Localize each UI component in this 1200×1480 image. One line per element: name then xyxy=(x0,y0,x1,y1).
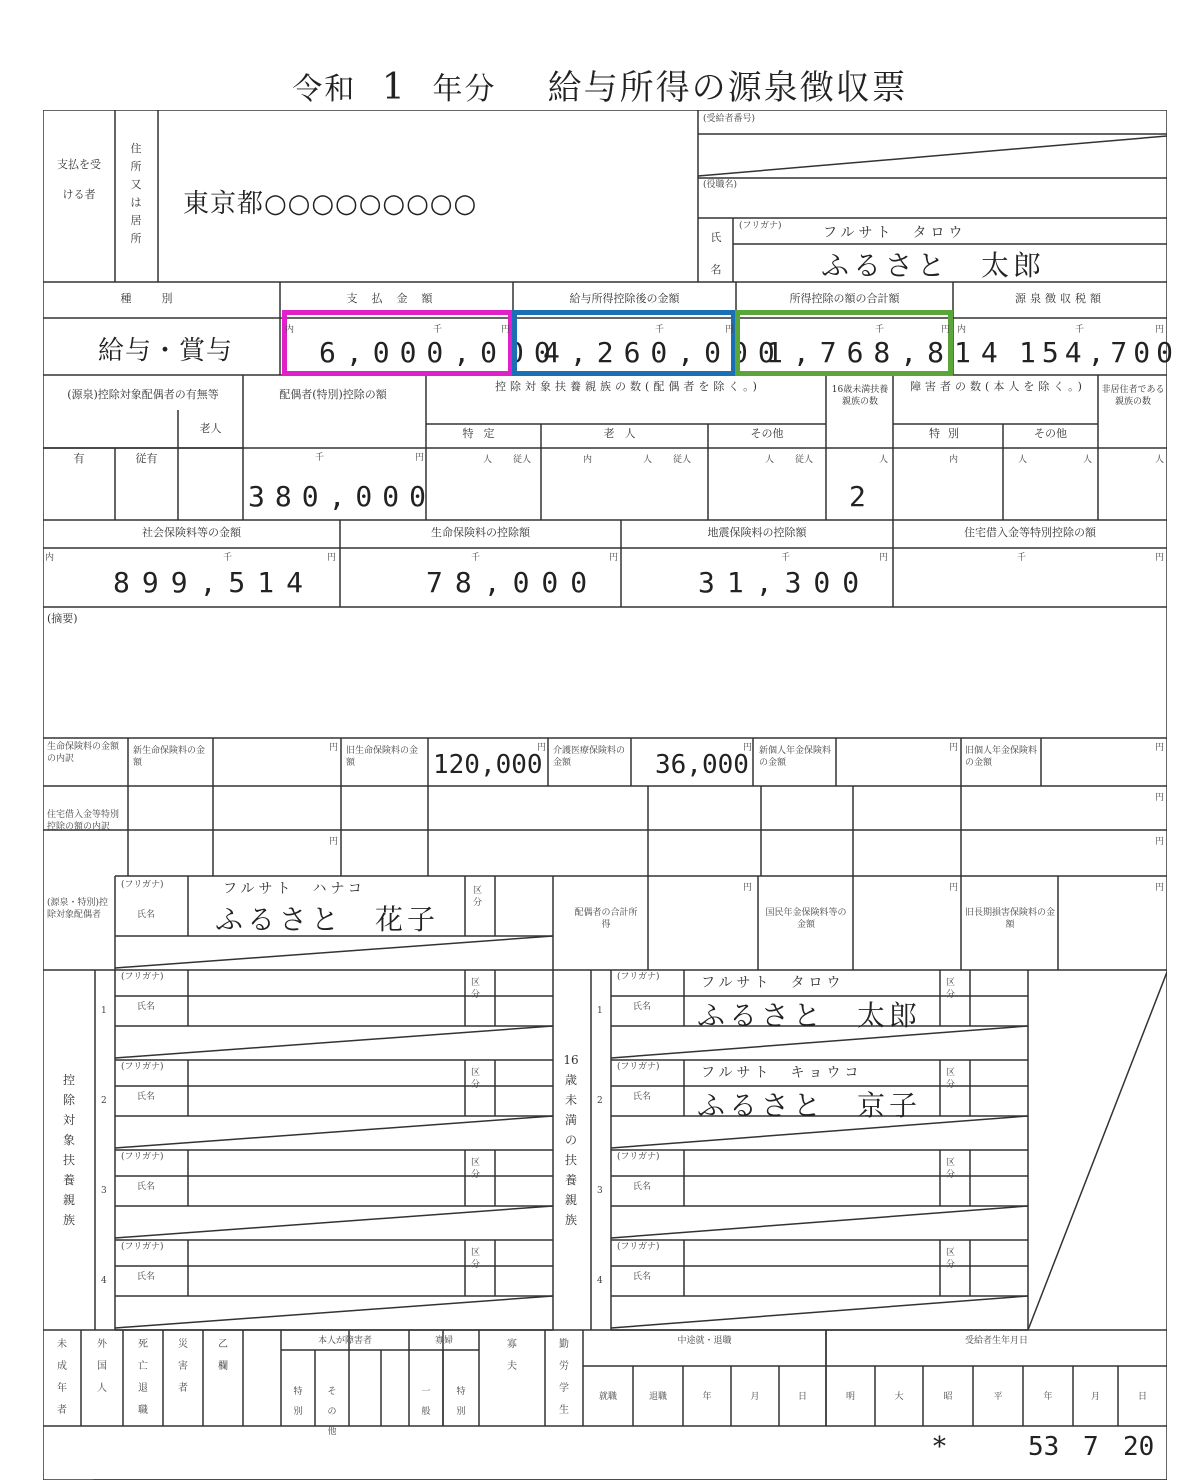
sub-other: その他 xyxy=(750,427,784,440)
sub-specific: 特定 xyxy=(462,427,505,440)
dependent-furigana-label: (フリガナ) xyxy=(617,1152,660,1162)
unit-mark: 円 xyxy=(1155,325,1165,335)
new-life-label: 新生命保険料の金額 xyxy=(133,746,206,768)
unit-mark: 千 xyxy=(781,553,791,563)
unit-mark: 円 xyxy=(501,325,511,335)
bottom-subheader: 退職 xyxy=(648,1392,667,1402)
unit-mark: 円 xyxy=(1155,883,1165,893)
unit-mark: 円 xyxy=(609,553,619,563)
unit-mark: 従人 xyxy=(795,455,814,465)
unit-mark: 人 xyxy=(483,455,493,465)
housing-breakdown-label: 住宅借入金等特別控除の額の内訳 xyxy=(47,810,120,832)
bottom-subheader: 特別 xyxy=(456,1387,466,1417)
highlight-deduction-total xyxy=(735,310,953,376)
page-title: 令和 1 年分 給与所得の源泉徴収票 xyxy=(292,67,908,108)
under16-count-value: 2 xyxy=(849,480,876,513)
bottom-header: 寡婦 xyxy=(434,1336,453,1346)
bottom-subheader: 大 xyxy=(894,1392,904,1402)
payee-furigana: フルサト タロウ xyxy=(823,225,967,241)
unit-mark: 円 xyxy=(415,453,425,463)
position-label: (役職名) xyxy=(703,180,738,190)
bottom-subheader: 月 xyxy=(750,1392,760,1402)
unit-mark: 千 xyxy=(223,553,233,563)
new-pension-label: 新個人年金保険料の金額 xyxy=(759,746,832,768)
bottom-header: 外国人 xyxy=(97,1339,107,1394)
bottom-subheader: 明 xyxy=(845,1392,855,1402)
highlight-payment xyxy=(282,310,513,376)
life-breakdown-label: 生命保険料の金額の内訳 xyxy=(47,742,120,764)
unit-mark: 円 xyxy=(329,837,339,847)
spouse-deduction-value: 380,000 xyxy=(248,480,437,513)
dependent-row-number: 1 xyxy=(597,1006,603,1016)
care-value: 36,000 xyxy=(655,750,749,780)
unit-mark: 人 xyxy=(643,455,653,465)
care-label: 介護医療保険料の金額 xyxy=(553,746,626,768)
payment-value: 6,000,000 xyxy=(319,336,561,369)
sub-yes: 有 xyxy=(73,452,85,465)
unit-mark: 千 xyxy=(471,553,481,563)
unit-mark: 円 xyxy=(949,743,959,753)
unit-mark: 人 xyxy=(1083,455,1093,465)
unit-mark: 人 xyxy=(765,455,775,465)
child2-name: ふるさと 京子 xyxy=(697,1089,922,1122)
earthquake-insurance-header: 地震保険料の控除額 xyxy=(707,526,807,539)
unit-mark: 円 xyxy=(941,325,951,335)
elder-label: 老人 xyxy=(199,422,222,435)
sub-jyu: 従有 xyxy=(135,452,158,465)
unit-mark: 千 xyxy=(1075,325,1085,335)
life-insurance-header: 生命保険料の控除額 xyxy=(431,526,530,539)
dependent-furigana-label: (フリガナ) xyxy=(121,1062,164,1072)
name-label: 氏名 xyxy=(710,231,722,276)
unit-mark: 円 xyxy=(329,743,339,753)
unit-mark: 円 xyxy=(725,325,735,335)
bottom-subheader: その他 xyxy=(327,1387,337,1437)
unit-mark: 千 xyxy=(433,325,443,335)
dependent-kubun: 区分 xyxy=(946,1068,956,1090)
unit-mark: 従人 xyxy=(673,455,692,465)
tax-header: 源泉徴収税額 xyxy=(1015,292,1105,305)
social-insurance-header: 社会保険料等の金額 xyxy=(142,526,241,539)
dependent-name-label: 氏名 xyxy=(137,1002,156,1012)
unit-mark: 千 xyxy=(1017,553,1027,563)
unit-mark: 千 xyxy=(875,325,885,335)
payment-header: 支払金額 xyxy=(346,292,447,305)
spouse-presence-label: (源泉)控除対象配偶者の有無等 xyxy=(67,388,219,401)
dependent-row-number: 4 xyxy=(597,1276,603,1286)
dependent-kubun: 区分 xyxy=(946,1158,956,1180)
bottom-subheader: 平 xyxy=(993,1392,1003,1402)
unit-mark: 円 xyxy=(537,743,547,753)
unit-mark: 内 xyxy=(45,553,55,563)
dependent-row-number: 3 xyxy=(101,1186,107,1196)
address-value: 東京都○○○○○○○○○ xyxy=(183,189,478,219)
unit-mark: 円 xyxy=(743,883,753,893)
unit-mark: 人 xyxy=(879,455,889,465)
bottom-subheader: 就職 xyxy=(598,1392,617,1402)
dependent-name-label: 氏名 xyxy=(137,1272,156,1282)
bottom-header: 本人が障害者 xyxy=(317,1336,372,1346)
recipient-number-label: (受給者番号) xyxy=(703,114,756,124)
unit-mark: 内 xyxy=(949,455,959,465)
highlight-after-deduction xyxy=(512,310,736,376)
birth-day: 20 xyxy=(1123,1432,1155,1462)
spouse-label: (源泉・特別)控除対象配偶者 xyxy=(47,898,109,920)
dependent-kubun: 区分 xyxy=(946,1248,956,1270)
address-label: 住所又は居所 xyxy=(130,142,142,245)
unit-mark: 円 xyxy=(1155,743,1165,753)
bottom-subheader: 月 xyxy=(1090,1392,1100,1402)
dependent-name-label: 氏名 xyxy=(633,1182,652,1192)
child1-furigana: フルサト タロウ xyxy=(701,975,845,991)
spouse-income-label: 配偶者の合計所得 xyxy=(574,908,638,930)
dependent-furigana-label: (フリガナ) xyxy=(617,972,660,982)
dependent-row-number: 1 xyxy=(101,1006,107,1016)
sub-special: 特別 xyxy=(929,427,967,440)
unit-mark: 千 xyxy=(655,325,665,335)
dependent-row-number: 2 xyxy=(101,1096,107,1106)
unit-mark: 円 xyxy=(743,743,753,753)
earthquake-insurance-value: 31,300 xyxy=(698,566,872,599)
child1-name: ふるさと 太郎 xyxy=(697,999,922,1032)
spouse-furigana: フルサト ハナコ xyxy=(223,881,366,897)
under16-label: 16歳未満扶養親族の数 xyxy=(831,385,889,408)
bottom-header: 中途就・退職 xyxy=(677,1336,732,1346)
spouse-deduction-label: 配偶者(特別)控除の額 xyxy=(279,388,387,401)
dependent-kubun: 区分 xyxy=(471,1158,481,1180)
bottom-subheader: 年 xyxy=(702,1392,712,1402)
unit-mark: 千 xyxy=(315,453,325,463)
dependent-name-label: 氏名 xyxy=(137,1092,156,1102)
bottom-subheader: 昭 xyxy=(943,1392,953,1402)
child2-furigana: フルサト キョウコ xyxy=(701,1065,863,1081)
life-insurance-value: 78,000 xyxy=(426,566,600,599)
old-life-value: 120,000 xyxy=(433,750,543,780)
bottom-header: 勤労学生 xyxy=(559,1339,569,1416)
unit-mark: 円 xyxy=(879,553,889,563)
birth-month: 7 xyxy=(1083,1432,1099,1462)
bottom-header: 受給者生年月日 xyxy=(964,1336,1028,1346)
bottom-subheader: 一般 xyxy=(421,1387,431,1417)
social-insurance-value: 899,514 xyxy=(113,566,316,599)
unit-mark: 従人 xyxy=(513,455,532,465)
dependent-kubun: 区分 xyxy=(471,1068,481,1090)
bottom-subheader: 特別 xyxy=(293,1387,303,1417)
pension-label: 国民年金保険料等の金額 xyxy=(765,908,847,930)
payee-label: 支払を受ける者 xyxy=(57,158,101,201)
payee-name: ふるさと 太郎 xyxy=(821,249,1046,282)
under16-dependents-label: 16歳未満の扶養親族 xyxy=(563,1053,579,1227)
dependent-kubun: 区分 xyxy=(946,978,956,1000)
bottom-subheader: 日 xyxy=(1137,1392,1147,1402)
spouse-name-label: 氏名 xyxy=(137,910,156,920)
unit-mark: 円 xyxy=(1155,793,1165,803)
dependent-row-number: 2 xyxy=(597,1096,603,1106)
disabled-label: 障害者の数(本人を除く。) xyxy=(910,380,1086,393)
dependent-kubun: 区分 xyxy=(471,978,481,1000)
bottom-header: 乙欄 xyxy=(218,1339,228,1372)
dependent-furigana-label: (フリガナ) xyxy=(121,972,164,982)
dependent-name-label: 氏名 xyxy=(137,1182,156,1192)
spouse-furigana-label: (フリガナ) xyxy=(121,880,164,890)
dependents-count-label: 控除対象扶養親族の数(配偶者を除く。) xyxy=(495,380,761,393)
bottom-header: 寡夫 xyxy=(507,1339,517,1372)
housing-loan-header: 住宅借入金等特別控除の額 xyxy=(964,526,1096,539)
birth-year: 53 xyxy=(1028,1432,1060,1462)
type-value: 給与・賞与 xyxy=(98,336,234,366)
unit-mark: 内 xyxy=(285,325,295,335)
bottom-subheader: 日 xyxy=(797,1392,807,1402)
sub-other-disabled: その他 xyxy=(1034,427,1067,440)
sub-elder: 老人 xyxy=(603,427,646,440)
dependent-furigana-label: (フリガナ) xyxy=(121,1242,164,1252)
unit-mark: 円 xyxy=(1155,837,1165,847)
dependent-furigana-label: (フリガナ) xyxy=(617,1242,660,1252)
dependent-furigana-label: (フリガナ) xyxy=(121,1152,164,1162)
bottom-header: 未成年者 xyxy=(57,1339,67,1416)
deduction-total-header: 所得控除の額の合計額 xyxy=(789,292,900,305)
dependent-row-number: 4 xyxy=(101,1276,107,1286)
nonresident-label: 非居住者である親族の数 xyxy=(1101,385,1165,408)
withholding-slip xyxy=(43,110,1180,1480)
dependent-name-label: 氏名 xyxy=(633,1092,652,1102)
dependent-furigana-label: (フリガナ) xyxy=(617,1062,660,1072)
bottom-header: 災害者 xyxy=(178,1339,188,1394)
summary-label: (摘要) xyxy=(47,612,78,625)
furigana-label: (フリガナ) xyxy=(739,221,782,231)
tax-value: 154,700 xyxy=(1019,336,1180,369)
bottom-subheader: 年 xyxy=(1043,1392,1053,1402)
dependent-name-label: 氏名 xyxy=(633,1272,652,1282)
dependent-name-label: 氏名 xyxy=(633,1002,652,1012)
type-header: 種別 xyxy=(120,292,203,305)
unit-mark: 内 xyxy=(583,455,593,465)
spouse-name: ふるさと 花子 xyxy=(215,903,440,936)
spouse-kubun: 区分 xyxy=(473,886,483,908)
bottom-header: 死亡退職 xyxy=(138,1339,148,1416)
showa-mark: * xyxy=(933,1432,950,1462)
dependent-row-number: 3 xyxy=(597,1186,603,1196)
deduction-total-value: 1,768,814 xyxy=(766,336,1008,369)
old-pension-label: 旧個人年金保険料の金額 xyxy=(965,746,1038,768)
unit-mark: 内 xyxy=(957,325,967,335)
unit-mark: 円 xyxy=(327,553,337,563)
unit-mark: 人 xyxy=(1018,455,1028,465)
dependents-label: 控除対象扶養親族 xyxy=(62,1073,75,1227)
old-life-label: 旧生命保険料の金額 xyxy=(346,746,419,768)
unit-mark: 円 xyxy=(949,883,959,893)
after-deduction-header: 給与所得控除後の金額 xyxy=(569,292,680,305)
dependent-kubun: 区分 xyxy=(471,1248,481,1270)
unit-mark: 円 xyxy=(1155,553,1165,563)
after-deduction-value: 4,260,000 xyxy=(543,336,785,369)
old-ltc-label: 旧長期損害保険料の金額 xyxy=(965,908,1056,930)
unit-mark: 人 xyxy=(1155,455,1165,465)
